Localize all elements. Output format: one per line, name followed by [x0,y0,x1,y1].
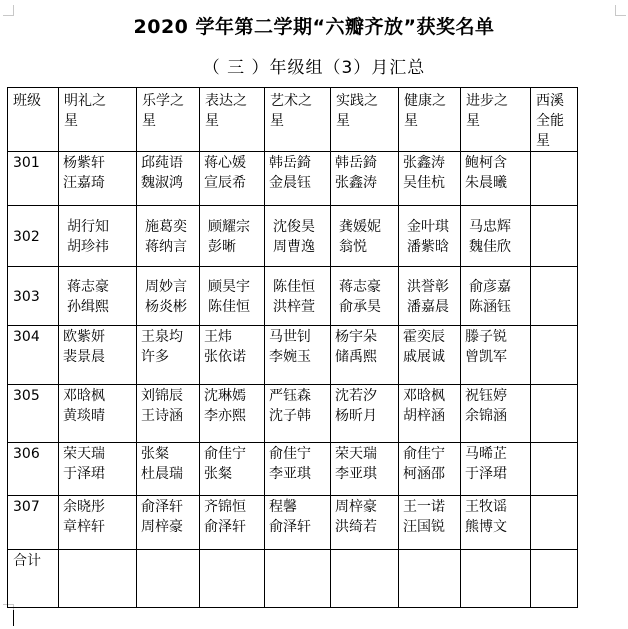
award-cell [137,443,200,496]
cell-line: 余晓彤 [63,499,105,515]
cell-line: 潘紫晗 [407,238,449,255]
award-cell [461,496,531,550]
cell-line: 张粲 [204,466,232,482]
cell-line: 金晨钰 [269,175,311,191]
award-cell [531,385,578,443]
cell-line: 陈佳恒 [208,298,250,315]
total-cell [399,550,461,608]
award-cell [531,206,578,267]
award-cell [399,326,461,385]
cell-line: 俞佳宁 [403,446,445,462]
class-number: 304 [8,326,59,385]
award-cell [200,152,265,206]
award-cell [265,267,331,326]
document-title: 2020 学年第二学期“六瓣齐放”获奖名单 [133,16,495,38]
total-cell [531,550,578,608]
award-cell [265,443,331,496]
award-cell [200,443,265,496]
cell-line: 全能 [536,113,564,129]
cell-line: 魏淑鸿 [141,175,183,191]
cell-line: 霍奕辰 [403,329,445,345]
award-cell [265,496,331,550]
award-cell [399,206,461,267]
cell-line: 周梓豪 [141,519,183,535]
column-header [265,88,331,152]
cell-line: 邓晗枫 [403,388,445,404]
cell-line: 沈俊昊 [273,218,315,235]
cell-line: 杨宇朵 [335,329,377,345]
award-cell [531,326,578,385]
column-header [59,88,137,152]
award-cell [265,152,331,206]
cell-line: 周梓豪 [335,499,377,515]
cell-line: 周妙言 [145,278,187,295]
cell-line: 杨紫轩 [63,155,105,171]
cell-line: 荣天瑞 [63,446,105,462]
cell-line: 星 [336,113,350,129]
award-cell [461,326,531,385]
text-cursor [13,610,14,626]
cell-line: 俞泽轩 [204,519,246,535]
cell-line: 蒋志豪 [339,278,381,295]
cell-line: 杨昕月 [335,408,377,424]
cell-line: 于泽珺 [465,466,507,482]
cell-line: 沈若汐 [335,388,377,404]
cell-line: 星 [64,113,78,129]
total-cell [265,550,331,608]
award-cell [331,443,399,496]
award-cell [331,385,399,443]
cell-line: 黄琰晴 [63,408,105,424]
class-number: 305 [8,385,59,443]
award-cell [531,267,578,326]
cell-line: 星 [142,113,156,129]
cell-line: 健康之 [404,93,446,109]
cell-line: 戚展诚 [403,349,445,365]
cell-line: 于泽珺 [63,466,105,482]
cell-line: 裴景晨 [63,349,105,365]
cell-line: 李婉玉 [269,349,311,365]
award-cell [461,385,531,443]
cell-line: 祝钰婷 [465,388,507,404]
award-cell [331,206,399,267]
cell-line: 洪誉彰 [407,278,449,295]
cell-line: 李亦熙 [204,408,246,424]
total-cell [331,550,399,608]
award-cell [399,443,461,496]
cell-line: 鲍柯含 [465,155,507,171]
cell-line: 宣辰希 [204,175,246,191]
table-row [8,267,578,326]
cell-line: 陈佳恒 [273,278,315,295]
total-cell [137,550,200,608]
cell-line: 俞彦嘉 [469,278,511,295]
award-cell [331,152,399,206]
cell-line: 金叶琪 [407,218,449,235]
cell-line: 齐锦恒 [204,499,246,515]
award-cell [531,496,578,550]
cell-line: 吴佳杭 [403,175,445,191]
cell-line: 周曹逸 [273,238,315,255]
cell-line: 龚媛妮 [339,218,381,235]
header-row [8,88,578,152]
cell-line: 洪绮若 [335,519,377,535]
award-cell [200,267,265,326]
cell-line: 张粲 [141,446,169,462]
total-cell [200,550,265,608]
award-cell [200,326,265,385]
cell-line: 星 [466,113,480,129]
awards-table [7,87,578,608]
cell-line: 艺术之 [270,93,312,109]
total-label: 合计 [8,550,59,608]
cell-line: 魏佳欣 [469,238,511,255]
cell-line: 熊博文 [465,519,507,535]
cell-line: 胡行知 [67,218,109,235]
award-cell [461,152,531,206]
cell-line: 朱晨曦 [465,175,507,191]
award-cell [461,443,531,496]
cell-line: 星 [205,113,219,129]
cell-line: 柯涵邵 [403,466,445,482]
cell-line: 星 [270,113,284,129]
cell-line: 欧紫妍 [63,329,105,345]
award-cell [331,326,399,385]
award-cell [461,206,531,267]
award-cell [200,496,265,550]
cell-line: 顾昊宇 [208,278,250,295]
cell-line: 王诗涵 [141,408,183,424]
cell-line: 张依诺 [204,349,246,365]
column-header [399,88,461,152]
class-number: 306 [8,443,59,496]
award-cell [265,326,331,385]
cell-line: 马忠辉 [469,218,511,235]
cell-line: 李亚琪 [335,466,377,482]
cell-line: 章梓轩 [63,519,105,535]
award-cell [399,152,461,206]
cell-line: 孙缉熙 [67,298,109,315]
cell-line: 沈子韩 [269,408,311,424]
cell-line: 乐学之 [142,93,184,109]
cell-line: 施葛奕 [145,218,187,235]
cell-line: 俞承昊 [339,298,381,315]
award-cell [137,326,200,385]
cell-line: 荣天瑞 [335,446,377,462]
cell-line: 马世钊 [269,329,311,345]
total-cell [59,550,137,608]
award-cell [399,496,461,550]
award-cell [59,267,137,326]
award-cell [137,385,200,443]
total-row [8,550,578,608]
cell-line: 汪国锐 [403,519,445,535]
award-cell [531,152,578,206]
award-cell [331,267,399,326]
cell-line: 杨炎彬 [145,298,187,315]
cell-line: 邱莼语 [141,155,183,171]
cell-line: 俞泽轩 [141,499,183,515]
cell-line: 许多 [141,349,169,365]
award-cell [59,443,137,496]
award-cell [59,496,137,550]
award-cell [531,443,578,496]
cell-line: 蒋心媛 [204,155,246,171]
cell-line: 余锦涵 [465,408,507,424]
cell-line: 刘锦辰 [141,388,183,404]
award-cell [200,206,265,267]
table-row [8,206,578,267]
cell-line: 陈涵钰 [469,298,511,315]
total-cell [461,550,531,608]
cell-line: 李亚琪 [269,466,311,482]
table-row [8,385,578,443]
award-cell [399,267,461,326]
cell-line: 表达之 [205,93,247,109]
award-cell [59,206,137,267]
award-cell [137,496,200,550]
cell-line: 俞泽轩 [269,519,311,535]
table-row [8,326,578,385]
class-number: 303 [8,267,59,326]
cell-line: 实践之 [336,93,378,109]
award-cell [265,385,331,443]
document-subtitle: （ 三 ）年级组（3）月汇总 [202,58,426,78]
cell-line: 张鑫涛 [335,175,377,191]
cell-line: 蒋纳言 [145,238,187,255]
cell-line: 沈琳嫣 [204,388,246,404]
cell-line: 彭晰 [208,238,236,255]
cell-line: 洪梓萱 [273,298,315,315]
award-cell [265,206,331,267]
cell-line: 汪嘉琦 [63,175,105,191]
cell-line: 程馨 [269,499,297,515]
class-number: 301 [8,152,59,206]
column-header [8,88,59,152]
cell-line: 顾耀宗 [208,218,250,235]
column-header [461,88,531,152]
award-cell [331,496,399,550]
award-cell [137,152,200,206]
cell-line: 曾凯军 [465,349,507,365]
cell-line: 胡珍祎 [67,238,109,255]
cell-line: 胡梓涵 [403,408,445,424]
cell-line: 王牧谣 [465,499,507,515]
cell-line: 班级 [13,93,41,109]
cell-line: 蒋志豪 [67,278,109,295]
class-number: 307 [8,496,59,550]
award-cell [59,385,137,443]
cell-line: 王一诺 [403,499,445,515]
cell-line: 明礼之 [64,93,106,109]
table-row [8,152,578,206]
column-header [331,88,399,152]
cell-line: 俞佳宁 [204,446,246,462]
cell-line: 王泉均 [141,329,183,345]
table-row [8,496,578,550]
award-cell [399,385,461,443]
column-header [531,88,578,152]
column-header [200,88,265,152]
cell-line: 滕子锐 [465,329,507,345]
award-cell [59,152,137,206]
award-cell [59,326,137,385]
cell-line: 储禹熙 [335,349,377,365]
table-row [8,443,578,496]
cell-line: 星 [404,113,418,129]
cell-line: 严钰森 [269,388,311,404]
cell-line: 韩岳錡 [335,155,377,171]
cell-line: 王炜 [204,329,232,345]
cell-line: 张鑫涛 [403,155,445,171]
cell-line: 翁悦 [339,238,367,255]
cell-line: 俞佳宁 [269,446,311,462]
class-number: 302 [8,206,59,267]
cell-line: 西溪 [536,93,564,109]
cell-line: 杜晨瑞 [141,466,183,482]
cell-line: 邓晗枫 [63,388,105,404]
cell-line: 韩岳錡 [269,155,311,171]
cell-line: 星 [536,133,550,149]
award-cell [461,267,531,326]
column-header [137,88,200,152]
award-cell [200,385,265,443]
cell-line: 潘嘉晨 [407,298,449,315]
award-cell [137,206,200,267]
award-cell [137,267,200,326]
cell-line: 马晞芷 [465,446,507,462]
cell-line: 进步之 [466,93,508,109]
